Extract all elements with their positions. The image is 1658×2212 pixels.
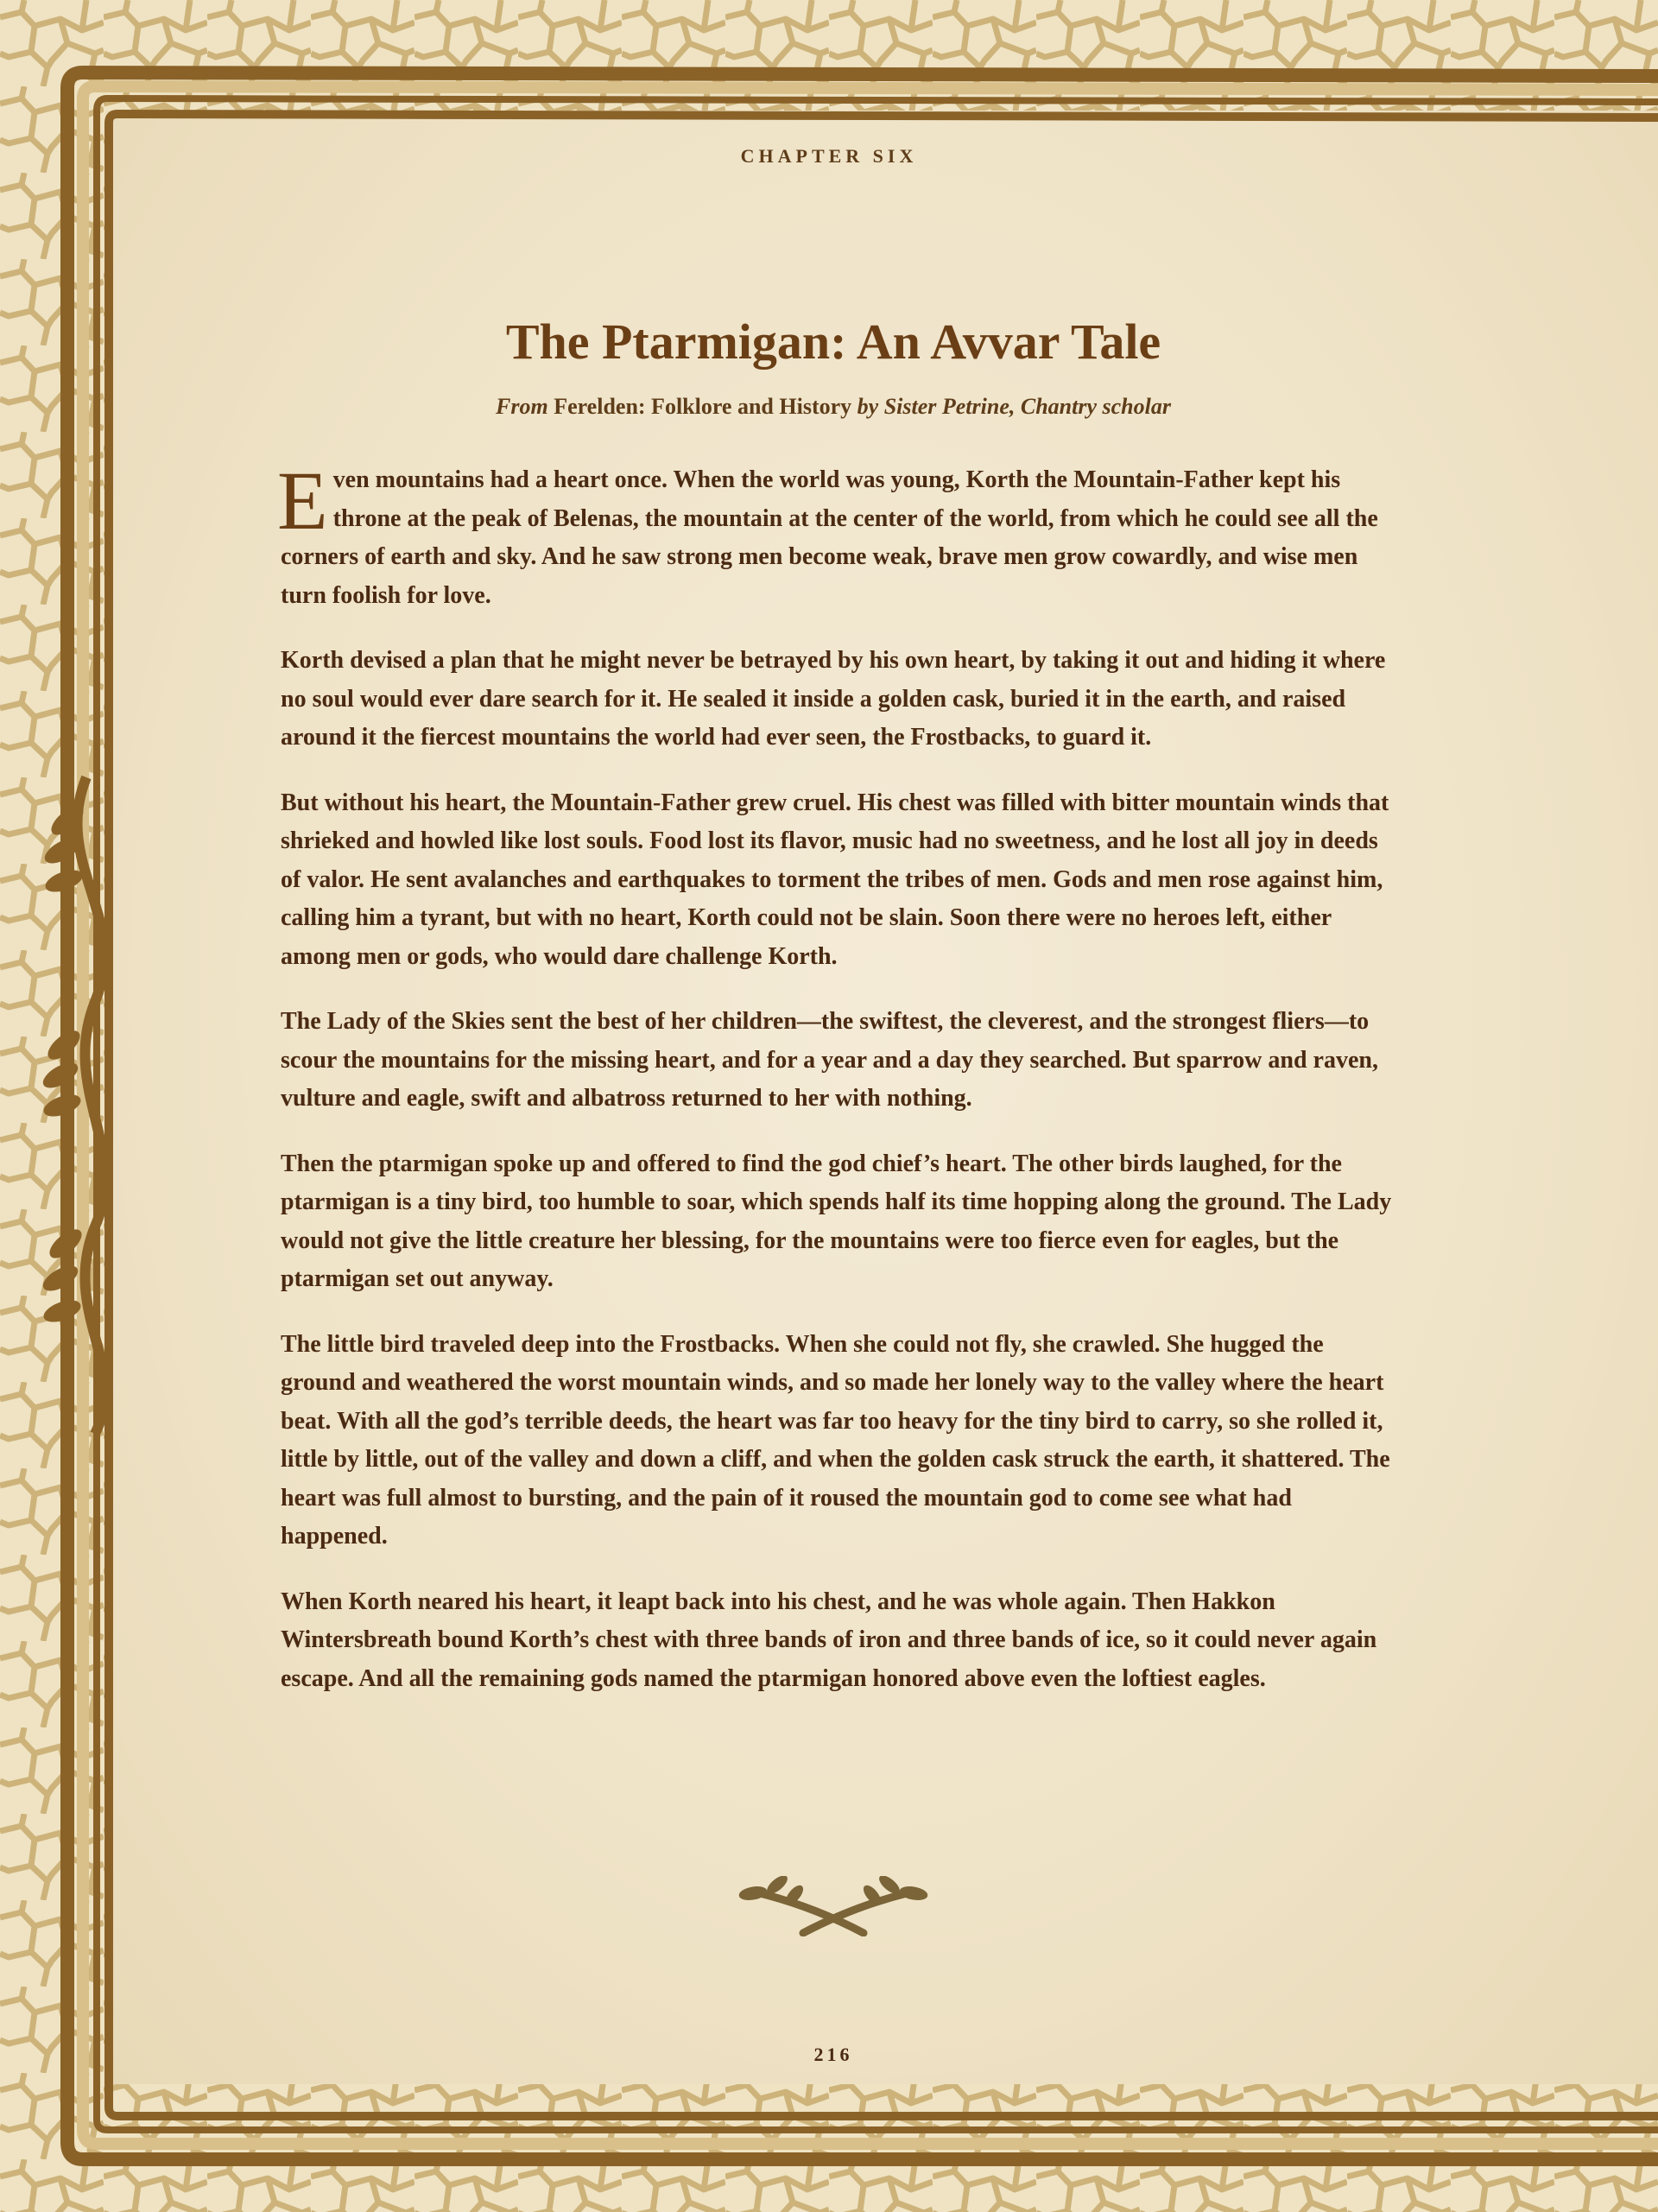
paragraph-text: ven mountains had a heart once. When the world was young, Korth the Mountain-Father kept his throne at the peak of Belenas, the mountain at the center of the world, from which he could see all the corners of earth and sky. And he saw strong men become weak, brave men grow cowardly, and wise men turn foolish for love.	[281, 466, 1378, 609]
citation-book-title: Ferelden: Folklore and History	[554, 394, 852, 419]
paragraph: The little bird traveled deep into the Frostbacks. When she could not fly, she crawled. She hugged the ground and weathered the worst mountain winds, and so made her lonely way to the valley where the heart beat. With all the god’s terrible deeds, the heart was far too heavy for the tiny bird to carry, so she rolled it, little by little, out of the valley and down a cliff, and when the golden cask struck the earth, it shattered. The heart was full almost to bursting, and the pain of it roused the mountain god to come see what had happened.	[281, 1330, 1390, 1550]
chapter-heading: CHAPTER SIX	[740, 145, 918, 167]
paragraph: When Korth neared his heart, it leapt back into his chest, and he was whole again. Then Hakkon Wintersbreath bound Korth’s chest with three bands of iron and three bands of ice, so it could never again escape. And all the remaining gods named the ptarmigan honored above even the loftiest eagles.	[281, 1588, 1377, 1692]
paragraph: Korth devised a plan that he might never be betrayed by his own heart, by taking it out and hiding it where no soul would ever dare search for it. He sealed it inside a golden cask, buried it in the earth, and raised around it the fiercest mountains the world had ever seen, the Frostbacks, to guard it.	[281, 647, 1386, 751]
drop-cap: E	[277, 454, 328, 547]
citation-prefix: From	[496, 394, 554, 419]
page-number: 216	[813, 2044, 853, 2065]
crossed-branches-flourish-icon	[734, 1876, 933, 1936]
paragraph: The Lady of the Skies sent the best of her children—the swiftest, the cleverest, and the strongest fliers—to scour the mountains for the missing heart, and for a year and a day they searched. But sparrow and raven, vulture and eagle, swift and albatross returned to her with nothing.	[281, 1008, 1378, 1112]
story-body	[277, 454, 1403, 1725]
paragraph: But without his heart, the Mountain-Father grew cruel. His chest was filled with bitter mountain winds that shrieked and howled like lost souls. Food lost its flavor, music had no sweetness, and he lost all joy in deeds of valor. He sent avalanches and earthquakes to torment the tribes of men. Gods and men rose against him, calling him a tyrant, but with no heart, Korth could not be slain. Soon there were no heroes left, either among men or gods, who would dare challenge Korth.	[281, 789, 1389, 970]
citation-author: by Sister Petrine, Chantry scholar	[851, 394, 1171, 419]
paragraph	[277, 454, 1403, 615]
source-citation	[0, 394, 1658, 420]
page-title: The Ptarmigan: An Avvar Tale	[505, 314, 1161, 370]
paragraph: Then the ptarmigan spoke up and offered to find the god chief’s heart. The other birds laughed, for the ptarmigan is a tiny bird, too humble to soar, which spends half its time hopping along the ground. The Lady would not give the little creature her blessing, for the mountains were too fierce even for eagles, but the ptarmigan set out anyway.	[281, 1150, 1392, 1292]
